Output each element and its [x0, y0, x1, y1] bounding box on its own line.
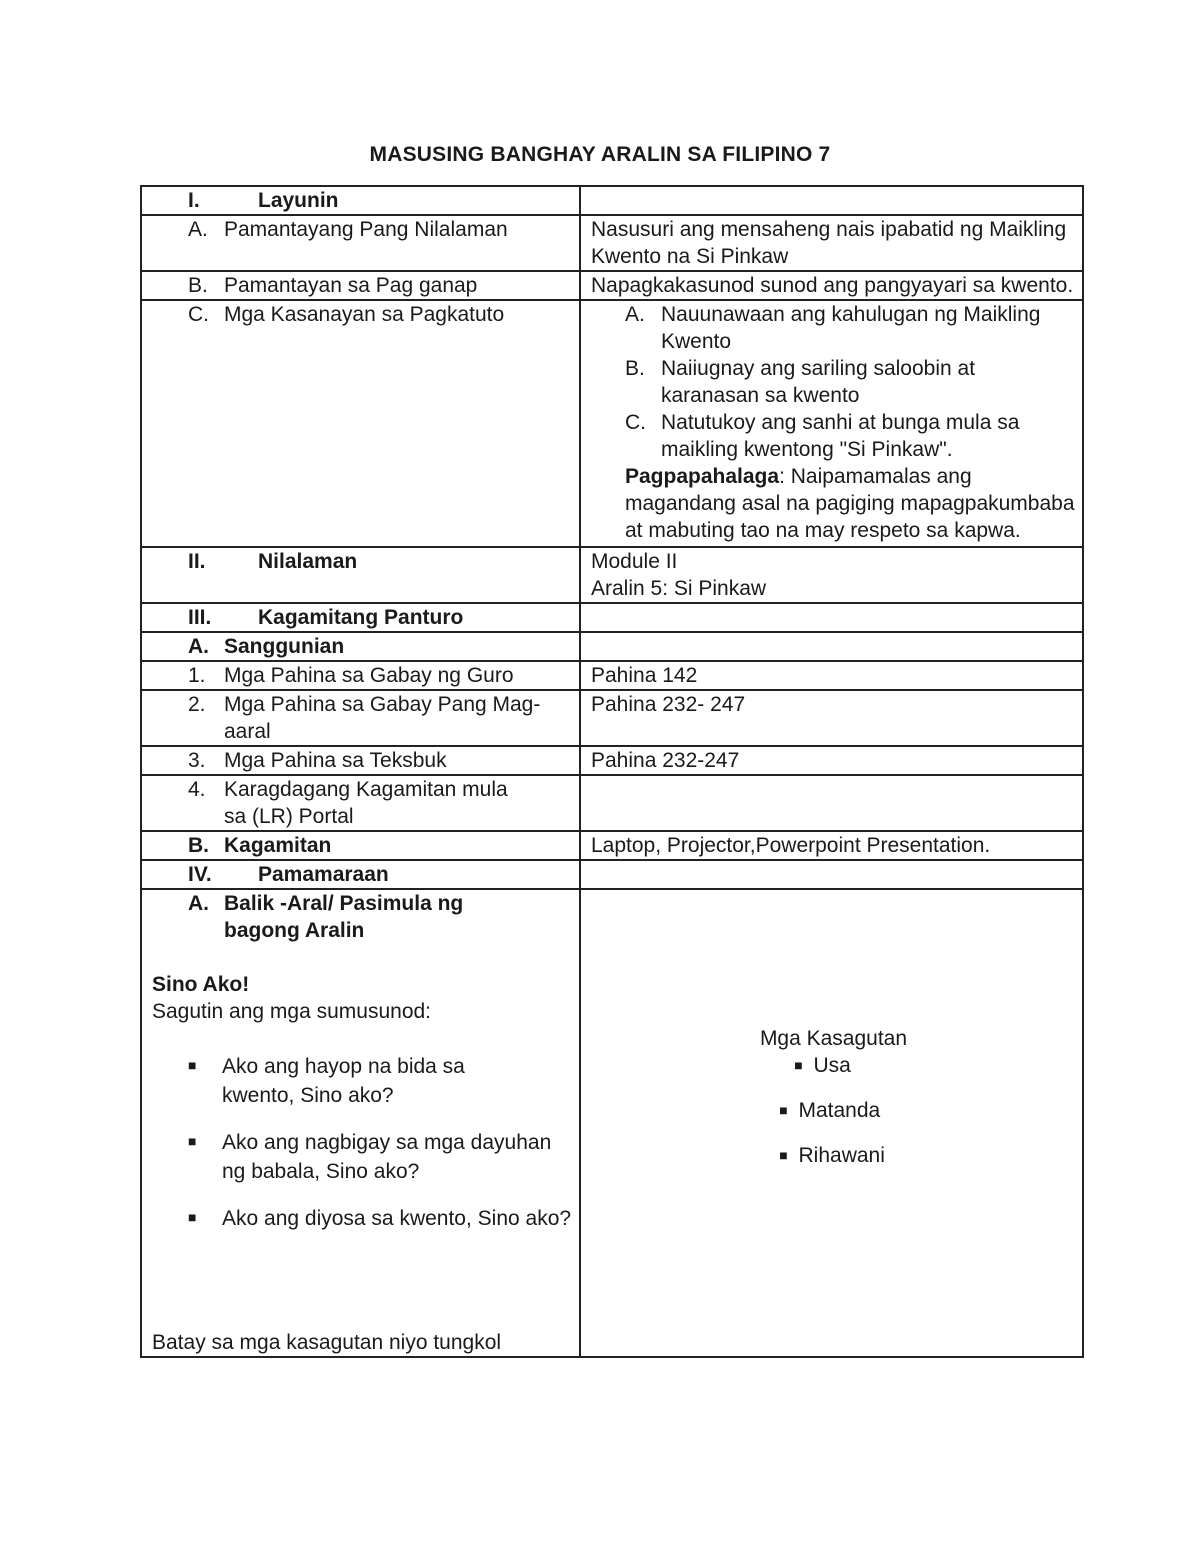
value-cell	[580, 632, 1083, 661]
item-label: Sanggunian	[224, 635, 345, 658]
value-cell: Nasusuri ang mensaheng nais ipabatid ng Maikling Kwento na Si Pinkaw	[580, 215, 1083, 271]
table-row	[141, 775, 1083, 831]
question-text: Ako ang hayop na bida sa kwento, Sino ako?	[222, 1055, 465, 1107]
table-row	[141, 690, 1083, 746]
aralin-text: Aralin 5: Si Pinkaw	[591, 577, 767, 600]
item-label: Mga Pahina sa Gabay Pang Mag-aaral	[224, 693, 541, 743]
value-cell	[580, 860, 1083, 889]
activity-title: Sino Ako!	[152, 973, 250, 996]
pagpapahalaga-label: Pagpapahalaga	[625, 465, 780, 488]
table-row	[141, 889, 1083, 1357]
item-marker: C.	[188, 303, 209, 326]
value-cell: Pahina 232- 247	[580, 690, 1083, 746]
answer-text: Rihawani	[798, 1144, 885, 1167]
sub-item-marker: A.	[625, 303, 645, 326]
table-row	[141, 271, 1083, 300]
table-row	[141, 661, 1083, 690]
bullet-icon: ■	[794, 1057, 803, 1073]
procedure-cell	[141, 889, 580, 1357]
item-marker: B.	[188, 274, 208, 297]
value-cell	[580, 186, 1083, 215]
answers-title: Mga Kasagutan	[759, 1027, 908, 1050]
pagpapahalaga	[591, 463, 1076, 544]
table-row	[141, 215, 1083, 271]
table-row	[141, 831, 1083, 860]
section-header-cell	[141, 186, 580, 215]
table-row	[141, 547, 1083, 603]
item-marker: 3.	[188, 749, 206, 772]
item-marker: A.	[188, 635, 209, 658]
value-cell	[580, 300, 1083, 547]
section-number: I.	[188, 189, 200, 212]
item-marker: A.	[188, 218, 208, 241]
item-label: Karagdagang Kagamitan mula sa (LR) Portal	[224, 778, 508, 828]
table-row	[141, 603, 1083, 632]
activity-instruction: Sagutin ang mga sumusunod:	[152, 1000, 432, 1023]
item-label: Pamantayang Pang Nilalaman	[224, 218, 508, 241]
table-row	[141, 186, 1083, 215]
page-title: MASUSING BANGHAY ARALIN SA FILIPINO 7	[369, 143, 831, 166]
value-cell: Napagkakasunod sunod ang pangyayari sa kwento.	[580, 271, 1083, 300]
table-row	[141, 860, 1083, 889]
table-row	[141, 300, 1083, 547]
answers-cell	[580, 889, 1083, 1357]
value-cell	[580, 775, 1083, 831]
answer-text: Usa	[813, 1054, 851, 1077]
bullet-icon: ■	[188, 1057, 197, 1073]
item-label: Kagamitan	[224, 834, 332, 857]
item-label: Mga Kasanayan sa Pagkatuto	[224, 303, 505, 326]
value-cell	[580, 547, 1083, 603]
closing-text: Batay sa mga kasagutan niyo tungkol	[152, 1331, 502, 1354]
value-cell: Pahina 142	[580, 661, 1083, 690]
question-text: Ako ang nagbigay sa mga dayuhan ng babala, Sino ako?	[222, 1131, 552, 1183]
item-marker: A.	[188, 892, 209, 915]
bullet-icon: ■	[779, 1147, 788, 1163]
answer-text: Matanda	[798, 1099, 881, 1122]
section-label: Pamamaraan	[258, 863, 389, 886]
bullet-icon: ■	[779, 1102, 788, 1118]
pagpapahalaga-text: : Naipamamalas ang magandang asal na pagiging mapagpakumbaba at mabuting tao na may respeto sa kapwa.	[625, 465, 1075, 542]
value-cell	[580, 603, 1083, 632]
section-label: Nilalaman	[258, 550, 358, 573]
sub-item-marker: B.	[625, 357, 645, 380]
section-label: Layunin	[258, 189, 339, 212]
sub-item-marker: C.	[625, 411, 646, 434]
section-label: Kagamitang Panturo	[258, 606, 464, 629]
item-marker: 1.	[188, 664, 206, 687]
item-label: Balik -Aral/ Pasimula ng bagong Aralin	[224, 892, 464, 942]
module-text: Module II	[591, 550, 678, 573]
item-marker: 4.	[188, 778, 206, 801]
sub-item-text: Naiiugnay ang sariling saloobin at karanasan sa kwento	[661, 357, 976, 407]
section-number: II.	[188, 550, 206, 573]
item-marker: 2.	[188, 693, 206, 716]
value-cell: Laptop, Projector,Powerpoint Presentation.	[580, 831, 1083, 860]
bullet-icon: ■	[188, 1133, 197, 1149]
section-number: III.	[188, 606, 212, 629]
item-label: Pamantayan sa Pag ganap	[224, 274, 478, 297]
question-text: Ako ang diyosa sa kwento, Sino ako?	[222, 1207, 572, 1230]
sub-item-text: Nauunawaan ang kahulugan ng Maikling Kwento	[661, 303, 1041, 353]
item-label: Mga Pahina sa Gabay ng Guro	[224, 664, 514, 687]
section-number: IV.	[188, 863, 212, 886]
sub-item-text: Natutukoy ang sanhi at bunga mula sa maikling kwentong "Si Pinkaw".	[661, 411, 1020, 461]
item-label: Mga Pahina sa Teksbuk	[224, 749, 447, 772]
item-marker: B.	[188, 834, 209, 857]
bullet-icon: ■	[188, 1209, 197, 1225]
table-row	[141, 746, 1083, 775]
lesson-plan-table	[140, 185, 1084, 1358]
value-cell: Pahina 232-247	[580, 746, 1083, 775]
table-row	[141, 632, 1083, 661]
